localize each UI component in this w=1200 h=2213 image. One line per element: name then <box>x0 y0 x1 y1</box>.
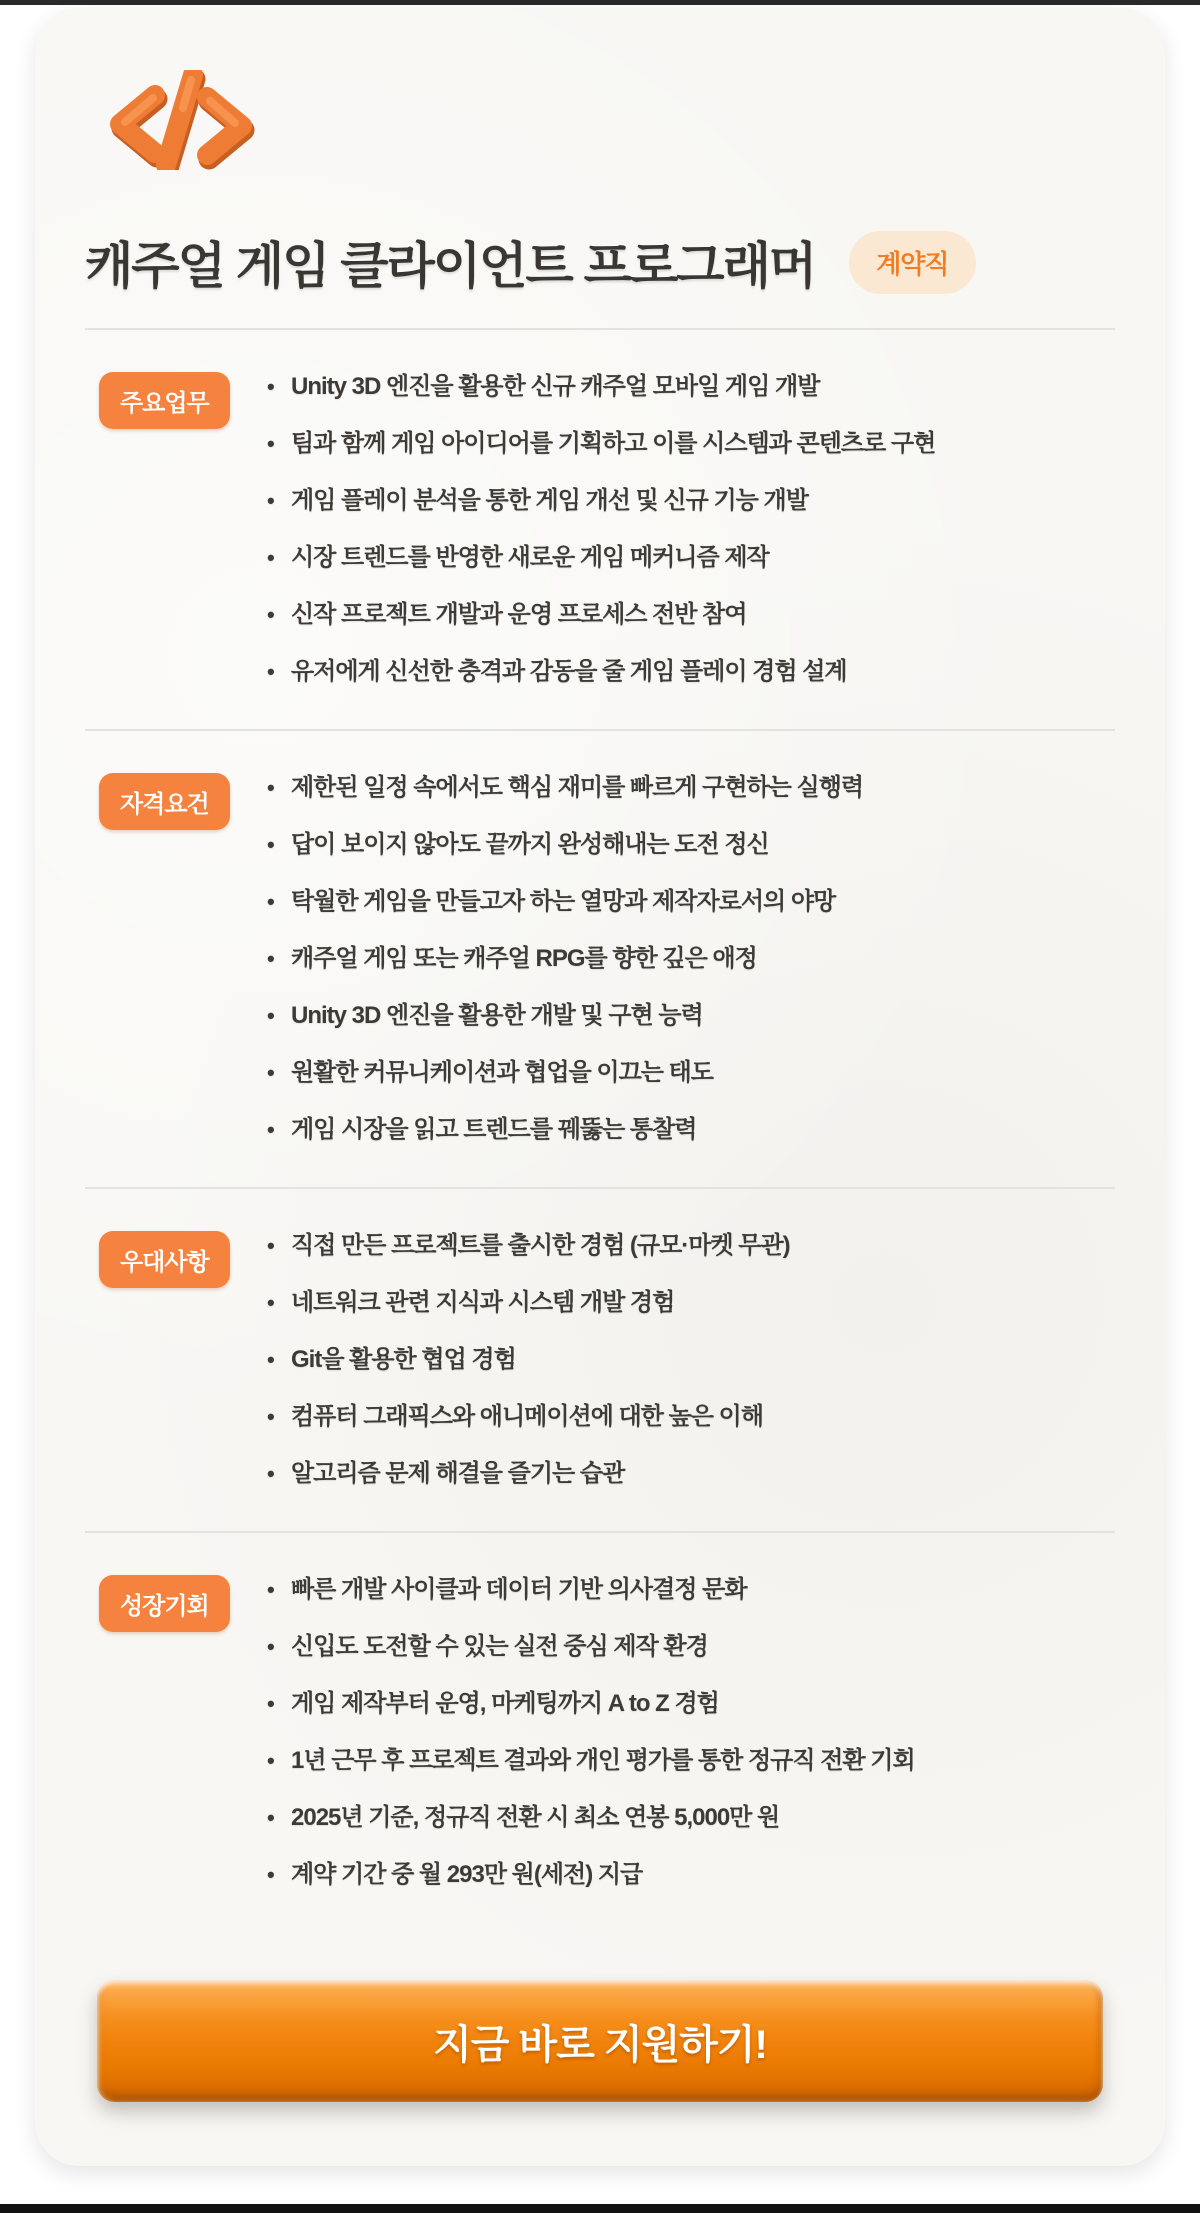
list-item: • 신작 프로젝트 개발과 운영 프로세스 전반 참여 <box>265 602 935 628</box>
list-item: • 1년 근무 후 프로젝트 결과와 개인 평가를 통한 정규직 전환 기회 <box>265 1748 915 1774</box>
section-label: 자격요건 <box>99 773 230 830</box>
list-item: • 게임 플레이 분석을 통한 게임 개선 및 신규 기능 개발 <box>265 488 935 514</box>
list-item: • 팀과 함께 게임 아이디어를 기획하고 이를 시스템과 콘텐츠로 구현 <box>265 431 935 457</box>
section-growth <box>85 1533 1115 1932</box>
list-item: • Unity 3D 엔진을 활용한 신규 캐주얼 모바일 게임 개발 <box>265 374 935 400</box>
list-item: • 시장 트렌드를 반영한 새로운 게임 메커니즘 제작 <box>265 545 935 571</box>
list-item: • 원활한 커뮤니케이션과 협업을 이끄는 태도 <box>265 1060 863 1086</box>
list-item: • 유저에게 신선한 충격과 감동을 줄 게임 플레이 경험 설계 <box>265 659 935 685</box>
list-item: • 빠른 개발 사이클과 데이터 기반 의사결정 문화 <box>265 1577 915 1603</box>
job-posting-card <box>35 8 1165 2166</box>
section-label-col <box>85 1573 265 1888</box>
list-item: • 계약 기간 중 월 293만 원(세전) 지급 <box>265 1862 915 1888</box>
bottom-edge-bar <box>0 2204 1200 2213</box>
section-label: 우대사항 <box>99 1231 230 1288</box>
list-item: • 알고리즘 문제 해결을 즐기는 습관 <box>265 1461 790 1487</box>
cta-container <box>85 1932 1115 2102</box>
section-preferred <box>85 1189 1115 1531</box>
page-title: 캐주얼 게임 클라이언트 프로그래머 <box>85 238 816 294</box>
list-item: • 컴퓨터 그래픽스와 애니메이션에 대한 높은 이해 <box>265 1404 790 1430</box>
section-label-col <box>85 1229 265 1487</box>
list-item: • 캐주얼 게임 또는 캐주얼 RPG를 향한 깊은 애정 <box>265 946 863 972</box>
list-item: • 제한된 일정 속에서도 핵심 재미를 빠르게 구현하는 실행력 <box>265 775 863 801</box>
section-main-duties <box>85 330 1115 729</box>
employment-type-badge: 계약직 <box>849 231 975 294</box>
section-label: 성장기회 <box>99 1575 230 1632</box>
list-item: • 탁월한 게임을 만들고자 하는 열망과 제작자로서의 야망 <box>265 889 863 915</box>
list-item: • 네트워크 관련 지식과 시스템 개발 경험 <box>265 1290 790 1316</box>
section-label-col <box>85 771 265 1143</box>
code-icon <box>85 70 1115 170</box>
header <box>85 226 1115 298</box>
section-qualifications <box>85 731 1115 1187</box>
list-item: • Unity 3D 엔진을 활용한 개발 및 구현 능력 <box>265 1003 863 1029</box>
section-label: 주요업무 <box>99 372 230 429</box>
bullet-list <box>265 1229 790 1487</box>
section-label-col <box>85 370 265 685</box>
apply-button[interactable]: 지금 바로 지원하기! <box>97 1980 1103 2102</box>
bullet-list <box>265 370 935 685</box>
list-item: • Git을 활용한 협업 경험 <box>265 1347 790 1373</box>
bullet-list <box>265 771 863 1143</box>
list-item: • 게임 제작부터 운영, 마케팅까지 A to Z 경험 <box>265 1691 915 1717</box>
list-item: • 게임 시장을 읽고 트렌드를 꿰뚫는 통찰력 <box>265 1117 863 1143</box>
list-item: • 2025년 기준, 정규직 전환 시 최소 연봉 5,000만 원 <box>265 1805 915 1831</box>
list-item: • 직접 만든 프로젝트를 출시한 경험 (규모·마켓 무관) <box>265 1233 790 1259</box>
list-item: • 신입도 도전할 수 있는 실전 중심 제작 환경 <box>265 1634 915 1660</box>
top-edge-bar <box>0 0 1200 5</box>
list-item: • 답이 보이지 않아도 끝까지 완성해내는 도전 정신 <box>265 832 863 858</box>
bullet-list <box>265 1573 915 1888</box>
